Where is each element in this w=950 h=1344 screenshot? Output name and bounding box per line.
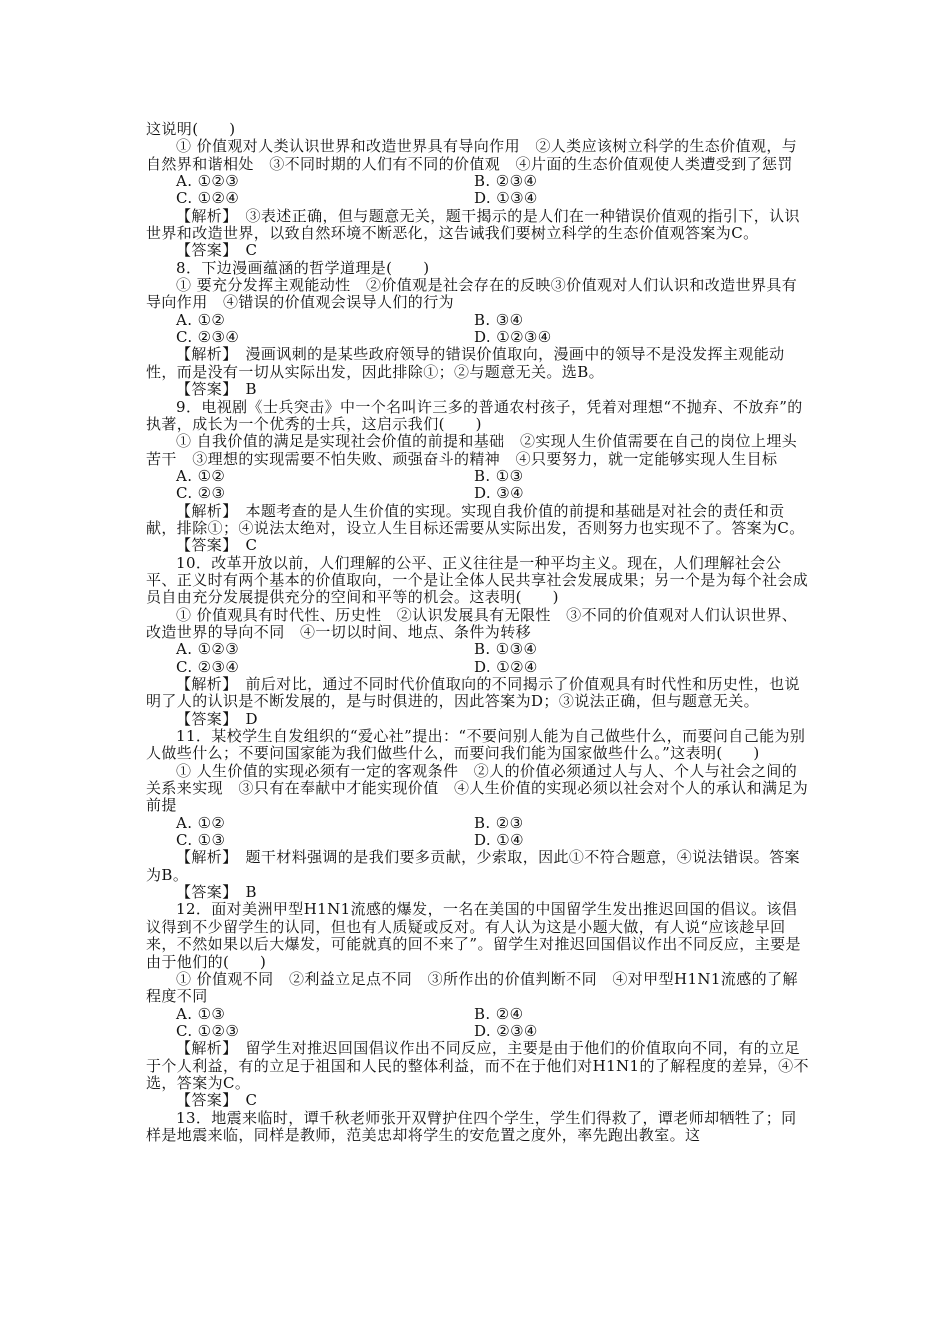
- document-page: [146, 121, 810, 1144]
- text-paragraph: 【解析】 漫画讽刺的是某些政府领导的错误价值取向，漫画中的领导不是没发挥主观能动性，而是没有一切从实际出发，因此排除①；②与题意无关。选B。: [146, 345, 785, 381]
- option-right: B. ①③: [474, 466, 524, 485]
- answer-options-row: [146, 1023, 810, 1040]
- answer-options-row: [146, 832, 810, 849]
- answer-options-row: [146, 468, 810, 485]
- text-paragraph: ① 自我价值的满足是实现社会价值的前提和基础 ②实现人生价值需要在自己的岗位上埋头苦干 ③理想的实现需要不怕失败、顽强奋斗的精神 ④只要努力，就一定能够实现人生目标: [146, 432, 798, 468]
- text-paragraph: 13．地震来临时，谭千秋老师张开双臂护住四个学生，学生们得救了，谭老师却牺牲了；同样是地震来临，同样是教师，范美忠却将学生的安危置之度外，率先跑出教室。这: [146, 1108, 797, 1144]
- text-paragraph: ① 要充分发挥主观能动性 ②价值观是社会存在的反映③价值观对人们认识和改造世界具有导向作用 ④错误的价值观会误导人们的行为: [146, 276, 798, 312]
- answer-options-row: [146, 190, 810, 207]
- text-paragraph: 【答案】 C: [176, 1091, 258, 1110]
- option-right: B. ③④: [474, 310, 524, 329]
- text-paragraph: 这说明( ): [146, 120, 236, 138]
- option-right: D. ①②④: [474, 657, 538, 676]
- text-paragraph: 8．下边漫画蕴涵的哲学道理是( ): [176, 258, 430, 277]
- text-paragraph: 【解析】 前后对比，通过不同时代价值取向的不同揭示了价值观具有时代性和历史性，也说明了人的认识是不断发展的，是与时俱进的，因此答案为D；③说法正确，但与题意无关。: [146, 675, 800, 711]
- option-right: D. ①②③④: [474, 328, 552, 347]
- text-paragraph: 【答案】 B: [176, 883, 257, 902]
- answer-options-row: [146, 485, 810, 502]
- option-left: A. ①②③: [176, 640, 240, 659]
- option-left: C. ①②③: [176, 1021, 240, 1040]
- answer-options-row: [146, 815, 810, 832]
- option-right: D. ①③④: [474, 189, 538, 208]
- option-left: C. ①③: [176, 831, 226, 850]
- option-left: A. ①③: [176, 1004, 226, 1023]
- text-paragraph: 【答案】 D: [176, 709, 258, 728]
- option-left: A. ①②: [176, 466, 226, 485]
- answer-options-row: [146, 659, 810, 676]
- text-paragraph: ① 价值观对人类认识世界和改造世界具有导向作用 ②人类应该树立科学的生态价值观，与自然界和谐相处 ③不同时期的人们有不同的价值观 ④片面的生态价值观使人类遭受到了惩罚: [146, 137, 798, 173]
- answer-options-row: [146, 641, 810, 658]
- option-left: A. ①②: [176, 310, 226, 329]
- option-right: D. ③④: [474, 484, 524, 503]
- option-left: A. ①②: [176, 813, 226, 832]
- option-left: A. ①②③: [176, 172, 240, 191]
- text-paragraph: 【解析】 ③表述正确，但与题意无关，题干揭示的是人们在一种错误价值观的指引下，认识世界和改造世界，以致自然环境不断恶化，这告诫我们要树立科学的生态价值观答案为C。: [146, 206, 800, 243]
- text-paragraph: 【解析】 本题考查的是人生价值的实现。实现自我价值的前提和基础是对社会的责任和贡献，排除①；④说法太绝对，设立人生目标还需要从实际出发，否则努力也实现不了。答案为C。: [146, 501, 805, 537]
- option-right: B. ②③: [474, 813, 524, 832]
- text-paragraph: 12．面对美洲甲型H1N1流感的爆发，一名在美国的中国留学生发出推迟回国的倡议。该倡议得到不少留学生的认同，但也有人质疑或反对。有人认为这是小题大做，有人说“应该趁早回来，不然如果以后大爆发，可能就真的回不来了”。留学生对推迟回国倡议作出不同反应，主要是由于他们的( ): [146, 900, 801, 971]
- answer-options-row: [146, 329, 810, 346]
- option-left: C. ②③④: [176, 328, 240, 347]
- answer-options-row: [146, 1006, 810, 1023]
- text-paragraph: 【答案】 C: [176, 241, 258, 260]
- text-paragraph: ① 人生价值的实现必须有一定的客观条件 ②人的价值必须通过人与人、个人与社会之间的关系来实现 ③只有在奉献中才能实现价值 ④人生价值的实现必须以社会对个人的承认和满足为前提: [146, 761, 809, 815]
- answer-options-row: [146, 312, 810, 329]
- option-right: B. ②③④: [474, 172, 538, 191]
- text-paragraph: ① 价值观不同 ②利益立足点不同 ③所作出的价值判断不同 ④对甲型H1N1流感的了解程度不同: [146, 969, 798, 1006]
- text-paragraph: 【解析】 留学生对推迟回国倡议作出不同反应，主要是由于他们的价值取向不同，有的立足于个人利益，有的立足于祖国和人民的整体利益，而不在于他们对H1N1的了解程度的差异，④不选，答案为C。: [146, 1039, 809, 1092]
- text-paragraph: 10．改革开放以前，人们理解的公平、正义往往是一种平均主义。现在，人们理解社会公平、正义时有两个基本的价值取向，一个是让全体人民共享社会发展成果；另一个是为每个社会成员自由充分发展提供充分的空间和平等的机会。这表明( ): [146, 553, 809, 607]
- text-paragraph: 【解析】 题干材料强调的是我们要多贡献，少索取，因此①不符合题意，④说法错误。答案为B。: [146, 848, 800, 884]
- text-paragraph: 【答案】 B: [176, 380, 257, 399]
- option-left: C. ①②④: [176, 189, 240, 208]
- option-right: D. ①④: [474, 831, 524, 850]
- text-paragraph: 9．电视剧《士兵突击》中一个名叫许三多的普通农村孩子，凭着对理想“不抛弃、不放弃”的执著，成长为一个优秀的士兵，这启示我们( ): [146, 397, 803, 433]
- option-right: B. ①③④: [474, 640, 538, 659]
- text-paragraph: 11．某校学生自发组织的“爱心社”提出：“不要问别人能为自己做些什么，而要问自己能为别人做些什么；不要问国家能为我们做些什么，而要问我们能为国家做些什么。”这表明( ): [146, 727, 806, 763]
- option-right: B. ②④: [474, 1004, 524, 1023]
- option-right: D. ②③④: [474, 1021, 538, 1040]
- text-paragraph: ① 价值观具有时代性、历史性 ②认识发展具有无限性 ③不同的价值观对人们认识世界、改造世界的导向不同 ④一切以时间、地点、条件为转移: [146, 605, 798, 641]
- option-left: C. ②③: [176, 484, 226, 503]
- answer-options-row: [146, 173, 810, 190]
- option-left: C. ②③④: [176, 657, 240, 676]
- text-paragraph: 【答案】 C: [176, 536, 258, 555]
